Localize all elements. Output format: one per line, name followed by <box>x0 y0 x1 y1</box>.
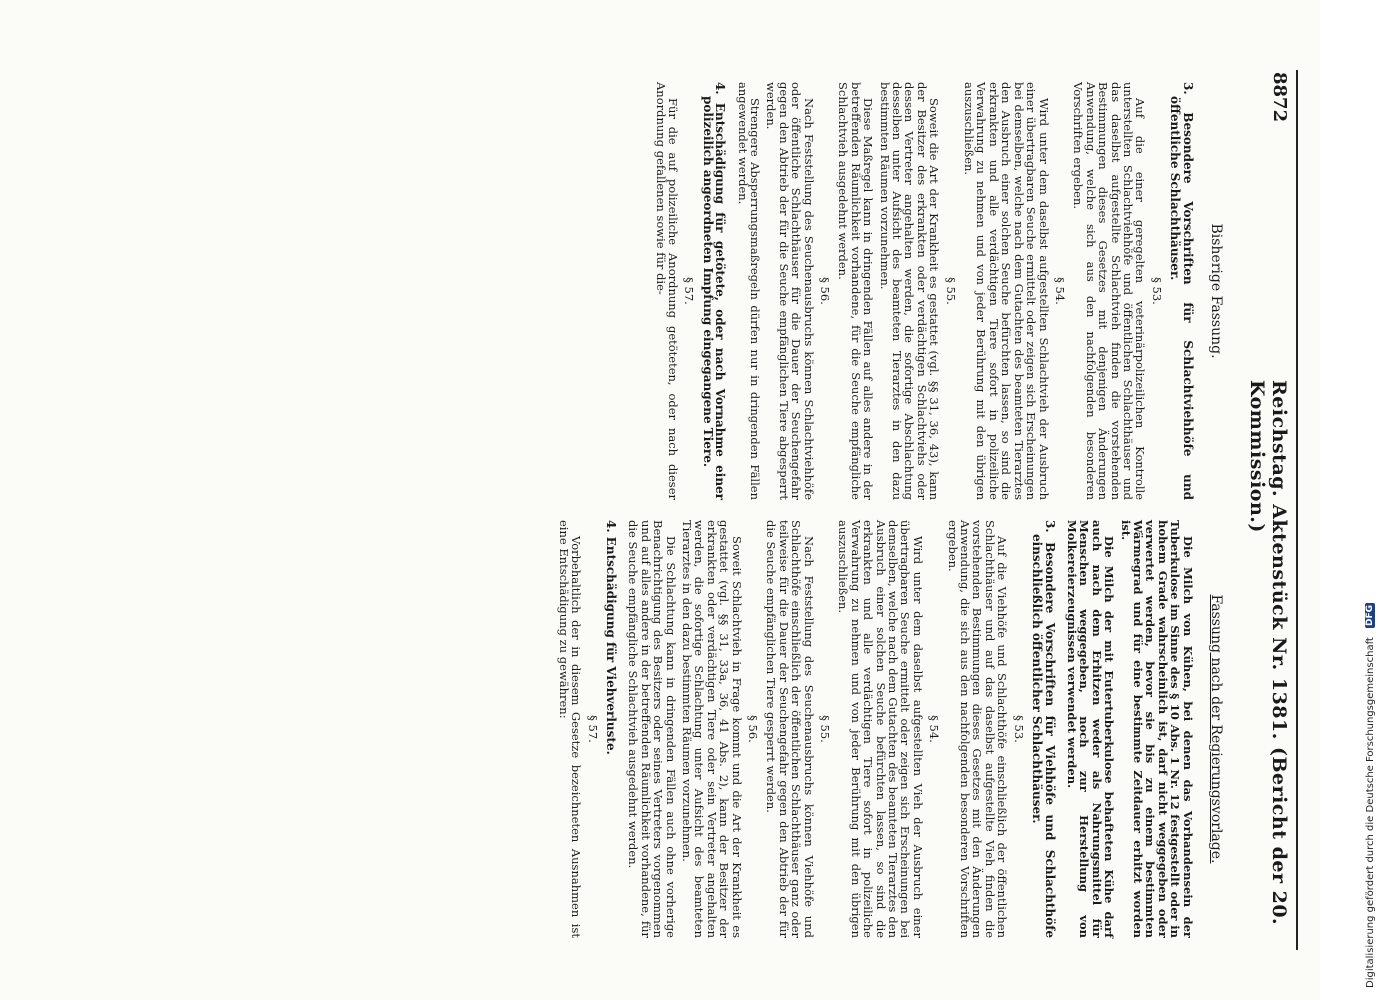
credit-text: Digitalisierung gefördert durch die Deutsche Forschungsgemeinschaft <box>1365 637 1376 988</box>
paragraph-number: § 53. <box>1149 277 1164 305</box>
paragraph-number: § 57. <box>682 277 697 305</box>
paragraph-number: § 54. <box>927 715 942 743</box>
paragraph-text: Auf die einer geregelten veterinärpolizeilichen Kontrolle unterstellten Schlachtviehhöfe und öffentlichen Schlachthäuser und das daselbst aufgestellte Schlachtvieh finden die vorstehenden Bestimmungen dieses Gesetzes mit denjenigen Änderungen Anwendung, welche sich aus den nachfolgenden besonderen Vorschriften ergeben. <box>1071 82 1148 500</box>
paragraph-text-bold: Die Milch der mit Eutertuberkulose behafteten Kühe darf auch nach dem Erhitzen weder als Nahrungsmittel für Menschen weggegeben, noch zur Herstellung von Molkereierzeugnissen verwendet werden. <box>1064 520 1117 938</box>
paragraph-text: Für die auf polizeiliche Anordnung getöteten, oder nach dieser Anordnung gefallenen sowie für die- <box>653 82 680 500</box>
section-heading: 3. Besondere Vorschriften für Schlachtviehhöfe und öffentliche Schlachthäuser. <box>1168 82 1195 500</box>
header-rule <box>1296 70 1298 950</box>
paragraph-number: § 55. <box>818 715 833 743</box>
paragraph-text: Vorbehaltlich der in diesem Gesetze bezeichneten Ausnahmen ist eine Entschädigung zu gewähren: <box>556 520 584 938</box>
section-heading: 4. Entschädigung für getötete, oder nach Vornahme einer polizeilich angeordneten Impfung eingegangene Tiere. <box>700 82 728 500</box>
paragraph-text: Diese Maßregel kann in dringenden Fällen auf alles andere in der betreffenden Räumlichkeit vorhandene, für die Seuche empfängliche Schlachtvieh ausgedehnt werden. <box>836 82 876 500</box>
paragraph-text: Auf die Viehhöfe und Schlachthöfe einschließlich der öffentlichen Schlachthäuser und auf das daselbst aufgestellte Vieh finden die vorstehenden Bestimmungen dieses Gesetzes mit den Änderungen Anwendung, die sich aus den nachfolgenden besonderen Vorschriften ergeben. <box>945 520 1010 938</box>
paragraph-text: Nach Feststellung des Seuchenausbruchs können Schlachtviehhöfe oder öffentliche Schlachthäuser für die Dauer der Seuchengefahr gegen den Abtrieb der für die Seuche empfänglichen Tiere abgesperrt werden. <box>764 82 816 500</box>
paragraph-number: § 53. <box>1011 715 1026 743</box>
dfg-logo: DFG <box>1365 604 1375 626</box>
paragraph-text: Die Schlachtung kann in dringenden Fällen auch ohne vorherige Benachrichtigung des Besitzers oder seines Vertreters vorgenommen und auf alles andere in der betreffenden Räumlichkeit vorhandene, für die Seuche empfängliche Schlachtvieh ausgedehnt werden. <box>626 520 678 938</box>
page-number: 8872 <box>1269 72 1290 123</box>
paragraph-text: Soweit die Art der Krankheit es gestattet (vgl. §§ 31, 36, 43), kann der Besitzer des erkrankten oder verdächtigen Schlachtviehs oder dessen Vertreter angehalten werden, die sofortige Abschlachtung desselben unter Aufsicht des beamteten Tierarztes in den dazu bestimmten Räumen vorzunehmen. <box>877 82 942 500</box>
right-column <box>553 520 1222 938</box>
paragraph-text: Strengere Absperrungsmaßregeln dürfen nur in dringenden Fällen angewendet werden. <box>735 82 762 500</box>
page-title: Reichstag. Aktenstück Nr. 1381. (Bericht der 20. Kommission.) <box>1246 380 1290 926</box>
paragraph-number: § 56. <box>746 715 760 743</box>
paragraph-number: § 54. <box>1052 277 1067 305</box>
left-column <box>650 82 1222 500</box>
paragraph-number: § 56. <box>818 277 833 305</box>
paragraph-text: Wird unter dem daselbst aufgestellten Vieh der Ausbruch einer übertragbaren Seuche ermittelt oder zeigen sich Erscheinungen bei demselben, welche nach dem Gutachten des beamteten Tierarztes den Ausbruch einer solchen Seuche befürchten lassen, so sind die erkrankten und alle verdächtigen Tiere sofort in polizeiliche Verwahrung zu nehmen und von jeder Berührung mit den übrigen auszuschließen. <box>836 520 925 938</box>
paragraph-text-bold: Die Milch von Kühen, bei denen das Vorhandensein der Tuberkulose im Sinne des § 10 Abs. 1 Nr. 12 festgestellt oder in hohem Grade wahrscheinlich ist, darf nicht weggegeben oder verwertet werden, bevor sie bis zu einem bestimmten Wärmegrad und für eine bestimmte Zeitdauer erhitzt worden ist. <box>1118 520 1195 938</box>
paragraph-text: Nach Feststellung des Seuchenausbruchs können Viehhöfe und Schlachthöfe einschließlich der öffentlichen Schlachthäuser ganz oder teilweise für die Dauer der Seuchengefahr gegen den Abtrieb der für die Seuche empfänglichen Tiere gesperrt werden. <box>764 520 816 938</box>
left-column-title: Bisherige Fassung. <box>1208 223 1224 359</box>
section-heading: 4. Entschädigung für Viehverluste. <box>603 520 618 755</box>
right-column-title: Fassung nach der Regierungsvorlage. <box>1208 594 1224 864</box>
paragraph-number: § 55. <box>943 277 958 305</box>
paragraph-text: Wird unter dem daselbst aufgestellten Schlachtvieh der Ausbruch einer übertragbaren Seuche ermittelt oder zeigen sich Erscheinungen bei demselben, welche nach dem Gutachten des beamteten Tierarztes den Ausbruch einer solchen Seuche befürchten lassen, so sind die erkrankten und alle verdächtigen Tiere sofort in polizeiliche Verwahrung zu nehmen und von jeder Berührung mit den übrigen auszuschließen. <box>962 82 1051 500</box>
paragraph-number: § 57. <box>585 715 600 743</box>
paragraph-text: Soweit Schlachtvieh in Frage kommt und die Art der Krankheit es gestattet (vgl. §§ 31, 33a, 36, 41 Abs. 2), kann der Besitzer der erkrankten oder verdächtigen Tiere oder sein Vertreter angehalten werden, die sofortige Schlachtung unter Aufsicht des beamteten Tierarztes in den dazu bestimmten Räumen vorzunehmen. <box>679 520 744 938</box>
section-heading: 3. Besondere Vorschriften für Viehhöfe und Schlachthöfe einschließlich öffentlicher Schlachthäuser. <box>1030 520 1057 938</box>
